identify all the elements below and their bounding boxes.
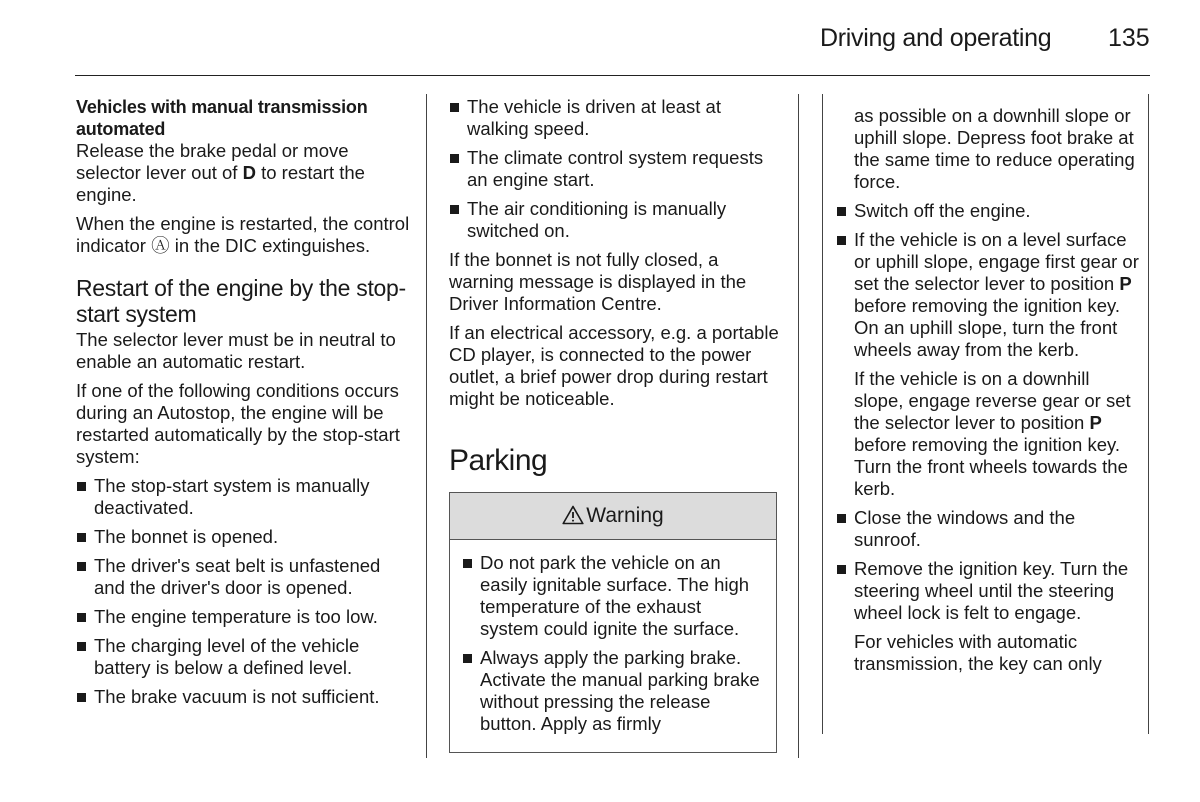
sub-heading: Vehicles with manual transmission automated xyxy=(76,97,368,139)
warning-title: Warning xyxy=(586,504,664,527)
running-header-title: Driving and operating xyxy=(820,24,1052,52)
paragraph-text: before removing the ignition key. Turn the front wheels towards the kerb. xyxy=(854,434,1128,499)
text-frame-left-border xyxy=(822,94,823,734)
list-item: The bonnet is opened. xyxy=(76,526,416,548)
paragraph: If one of the following conditions occurs during an Autostop, the engine will be restarted automatically by the stop-start system: xyxy=(76,380,400,467)
list-item: Switch off the engine. xyxy=(836,200,1141,222)
column-divider xyxy=(426,94,427,758)
list-item-text: before removing the ignition key. On an uphill slope, turn the front wheels away from the kerb. xyxy=(854,295,1121,360)
paragraph xyxy=(76,140,416,206)
paragraph-text: to restart the engine. xyxy=(76,162,365,205)
paragraph xyxy=(76,213,416,257)
column-divider xyxy=(798,94,799,758)
list-item: The engine temperature is too low. xyxy=(76,606,416,628)
paragraph: If an electrical accessory, e.g. a portable CD player, is connected to the power outlet, a brief power drop during restart might be noticeable. xyxy=(449,322,779,409)
column-2 xyxy=(449,96,779,753)
list-item: Always apply the parking brake. Activate the manual parking brake without pressing the release button. Apply as firmly xyxy=(462,647,764,735)
list-item: The stop-start system is manually deactivated. xyxy=(76,475,416,519)
section-heading: Restart of the engine by the stop-start system xyxy=(76,275,406,327)
list-item: The charging level of the vehicle battery is below a defined level. xyxy=(76,635,416,679)
warning-body xyxy=(450,540,776,752)
bullet-list xyxy=(836,200,1141,361)
bullet-list xyxy=(449,96,779,242)
column-3 xyxy=(836,105,1141,682)
paragraph: For vehicles with automatic transmission, the key can only xyxy=(854,631,1102,674)
paragraph: as possible on a downhill slope or uphill slope. Depress foot brake at the same time to reduce operating force. xyxy=(854,105,1135,192)
paragraph-text: in the DIC extinguishes. xyxy=(169,235,371,256)
list-item xyxy=(836,229,1141,361)
header-rule xyxy=(75,75,1150,76)
warning-box xyxy=(449,492,777,753)
list-item: The climate control system requests an engine start. xyxy=(449,147,779,191)
bullet-list xyxy=(76,475,416,708)
list-item: The driver's seat belt is unfastened and the driver's door is opened. xyxy=(76,555,416,599)
text-frame-right-border xyxy=(1148,94,1149,734)
column-1 xyxy=(76,96,416,715)
warning-triangle-icon xyxy=(562,496,584,542)
section-heading: Parking xyxy=(449,444,548,477)
paragraph: If the bonnet is not fully closed, a warning message is displayed in the Driver Information Centre. xyxy=(449,249,747,314)
autostop-indicator-icon: Ⓐ xyxy=(151,235,170,256)
list-item: Remove the ignition key. Turn the steering wheel until the steering wheel lock is felt to engage. xyxy=(836,558,1141,624)
list-item: The air conditioning is manually switched on. xyxy=(449,198,779,242)
bullet-list xyxy=(836,507,1141,624)
list-item: Do not park the vehicle on an easily ignitable surface. The high temperature of the exhaust system could ignite the surface. xyxy=(462,552,764,640)
gear-label: D xyxy=(242,162,256,183)
list-item: Close the windows and the sunroof. xyxy=(836,507,1141,551)
paragraph-text: If the vehicle is on a downhill slope, engage reverse gear or set the selector lever to position xyxy=(854,368,1131,433)
bullet-list xyxy=(462,552,764,735)
paragraph: The selector lever must be in neutral to enable an automatic restart. xyxy=(76,329,396,372)
list-item: The vehicle is driven at least at walking speed. xyxy=(449,96,779,140)
gear-label: P xyxy=(1119,273,1132,294)
gear-label: P xyxy=(1089,412,1102,433)
list-item: The brake vacuum is not sufficient. xyxy=(76,686,416,708)
list-item-text: If the vehicle is on a level surface or uphill slope, engage first gear or set the selector lever to position xyxy=(854,229,1139,294)
paragraph-text: When the engine is restarted, the control indicator xyxy=(76,213,410,256)
warning-header xyxy=(450,493,776,540)
paragraph-text: Release the brake pedal or move selector lever out of xyxy=(76,140,349,183)
paragraph xyxy=(836,368,1141,500)
page-number: 135 xyxy=(1108,24,1150,52)
